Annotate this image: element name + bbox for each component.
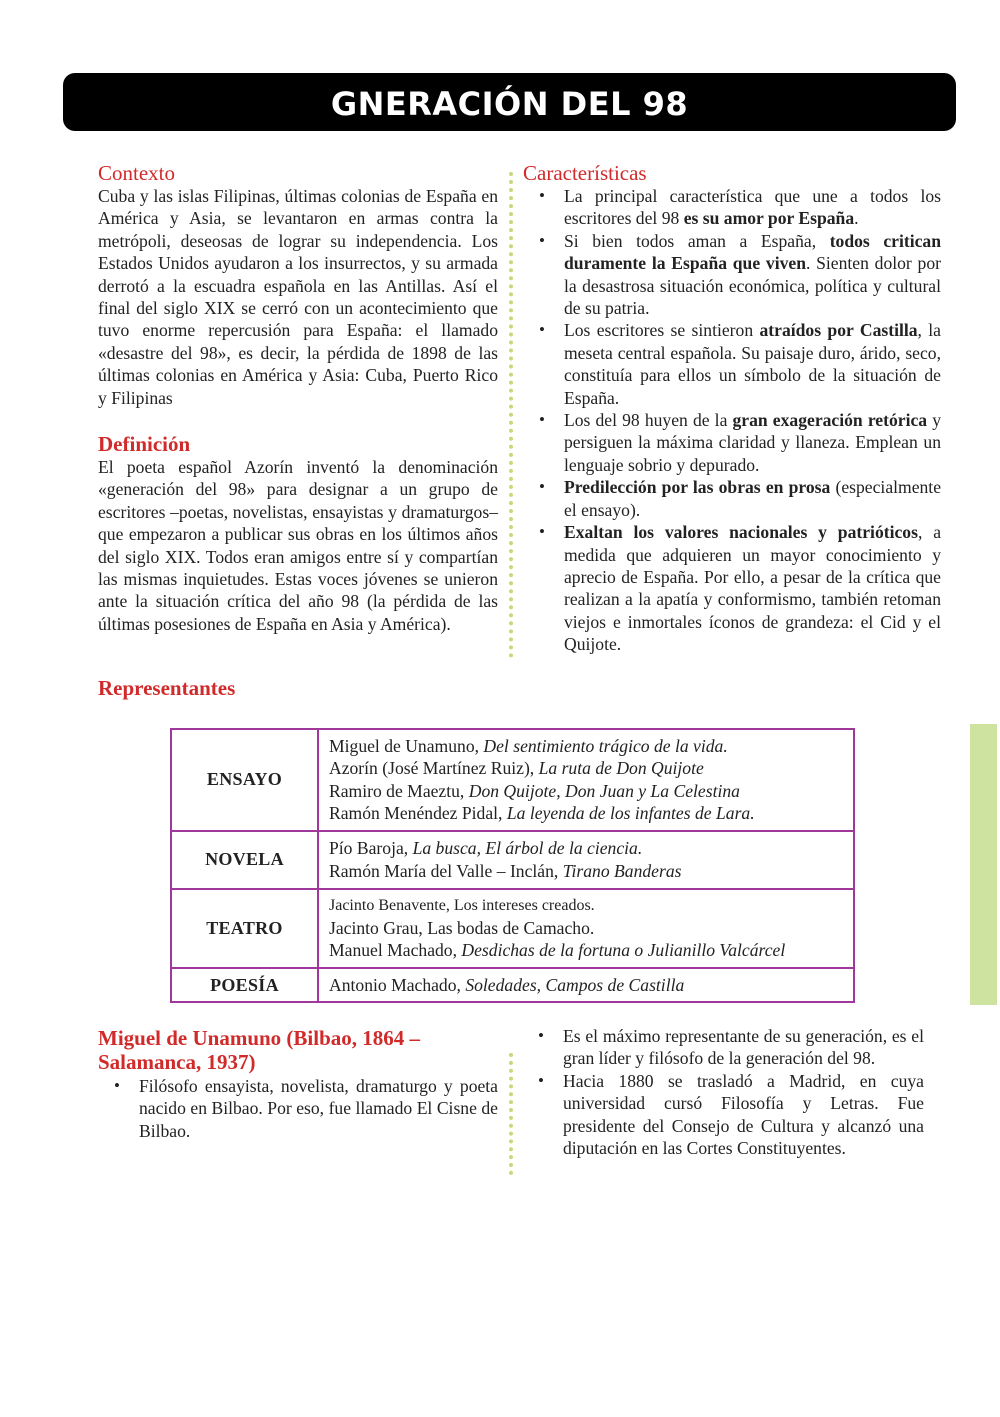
table-row	[171, 889, 854, 968]
authors-cell: Jacinto Benavente, Los intereses creados. Jacinto Grau, Las bodas de Camacho. Manuel Machado, Desdichas de la fortuna o Julianillo Valcárcel	[318, 889, 854, 968]
list-item: • Filósofo ensayista, novelista, dramaturgo y poeta nacido en Bilbao. Por eso, fue llamado El Cisne de Bilbao.	[98, 1075, 498, 1142]
unamuno-heading: Miguel de Unamuno (Bilbao, 1864 – Salamanca, 1937)	[98, 1026, 421, 1074]
representantes-heading: Representantes	[98, 676, 236, 700]
unamuno-left-list	[98, 1075, 498, 1142]
authors-cell: Antonio Machado, Soledades, Campos de Castilla	[318, 968, 854, 1002]
unamuno-right-list	[522, 1025, 924, 1159]
caracteristicas-heading: Características	[523, 161, 647, 185]
list-item: • Exaltan los valores nacionales y patrióticos, a medida que adquieren un mayor conocimiento y aprecio de España. Por ello, a pesar de la crítica que realizan a la apatía y conformismo, también retoman viejos e inmortales íconos de grandeza: el Cid y el Quijote.	[523, 521, 941, 655]
list-item: • Hacia 1880 se trasladó a Madrid, en cuya universidad cursó Filosofía y Letras. Fue presidente del Consejo de Cultura y alcanzó una diputación en las Cortes Constituyentes.	[522, 1070, 924, 1160]
contexto-heading: Contexto	[98, 161, 175, 185]
representantes-table	[170, 728, 855, 1003]
column-divider-bottom	[509, 1053, 513, 1175]
caracteristicas-list	[523, 185, 941, 656]
list-item: • Los del 98 huyen de la gran exageración retórica y persiguen la máxima claridad y llaneza. Emplean un lenguaje sobrio y depurado.	[523, 409, 941, 476]
list-item: • Predilección por las obras en prosa (especialmente el ensayo).	[523, 476, 941, 521]
genre-cell: TEATRO	[171, 889, 318, 968]
table-row	[171, 968, 854, 1002]
authors-cell: Miguel de Unamuno, Del sentimiento trágico de la vida. Azorín (José Martínez Ruiz), La ruta de Don Quijote Ramiro de Maeztu, Don Quijote, Don Juan y La Celestina Ramón Menéndez Pidal, La leyenda de los infantes de Lara.	[318, 729, 854, 831]
list-item: • La principal característica que une a todos los escritores del 98 es su amor por España.	[523, 185, 941, 230]
definicion-heading: Definición	[98, 432, 191, 456]
contexto-text: Cuba y las islas Filipinas, últimas colonias de España en América y Asia, se levantaron en armas contra la metrópoli, deseosas de lograr su independencia. Los Estados Unidos ayudaron a los insurrectos, y su armada derrotó a la escuadra española en las Antillas. Así el final del siglo XIX se cerró con un acontecimiento que tuvo enorme repercusión para España: el llamado «desastre del 98», es decir, la pérdida de 1898 de las últimas colonias en América y Asia: Cuba, Puerto Rico y Filipinas	[98, 186, 498, 408]
list-item: • Los escritores se sintieron atraídos por Castilla, la meseta central española. Su paisaje duro, árido, seco, constituía para ellos un símbolo de la situación de España.	[523, 319, 941, 409]
genre-cell: ENSAYO	[171, 729, 318, 831]
list-item: • Es el máximo representante de su generación, es el gran líder y filósofo de la generación del 98.	[522, 1025, 924, 1070]
list-item: • Si bien todos aman a España, todos critican duramente la España que viven. Sienten dolor por la desastrosa situación económica, política y cultural de su patria.	[523, 230, 941, 320]
authors-cell: Pío Baroja, La busca, El árbol de la ciencia. Ramón María del Valle – Inclán, Tirano Banderas	[318, 831, 854, 889]
table-row	[171, 831, 854, 889]
column-divider	[509, 172, 513, 658]
page-title: GNERACIÓN DEL 98	[63, 73, 956, 131]
table-row	[171, 729, 854, 831]
side-tab-decoration	[970, 724, 997, 1005]
genre-cell: POESÍA	[171, 968, 318, 1002]
genre-cell: NOVELA	[171, 831, 318, 889]
definicion-text: El poeta español Azorín inventó la denominación «generación del 98» para designar a un grupo de escritores –poetas, novelistas, ensayistas y dramaturgos– que empezaron a publicar sus obras en los últimos años del siglo XIX. Todos eran amigos entre sí y compartían las mismas inquietudes. Estas voces jóvenes se unieron ante la situación crítica del año 98 (la pérdida de las últimas posesiones de España en Asia y América).	[98, 457, 498, 634]
